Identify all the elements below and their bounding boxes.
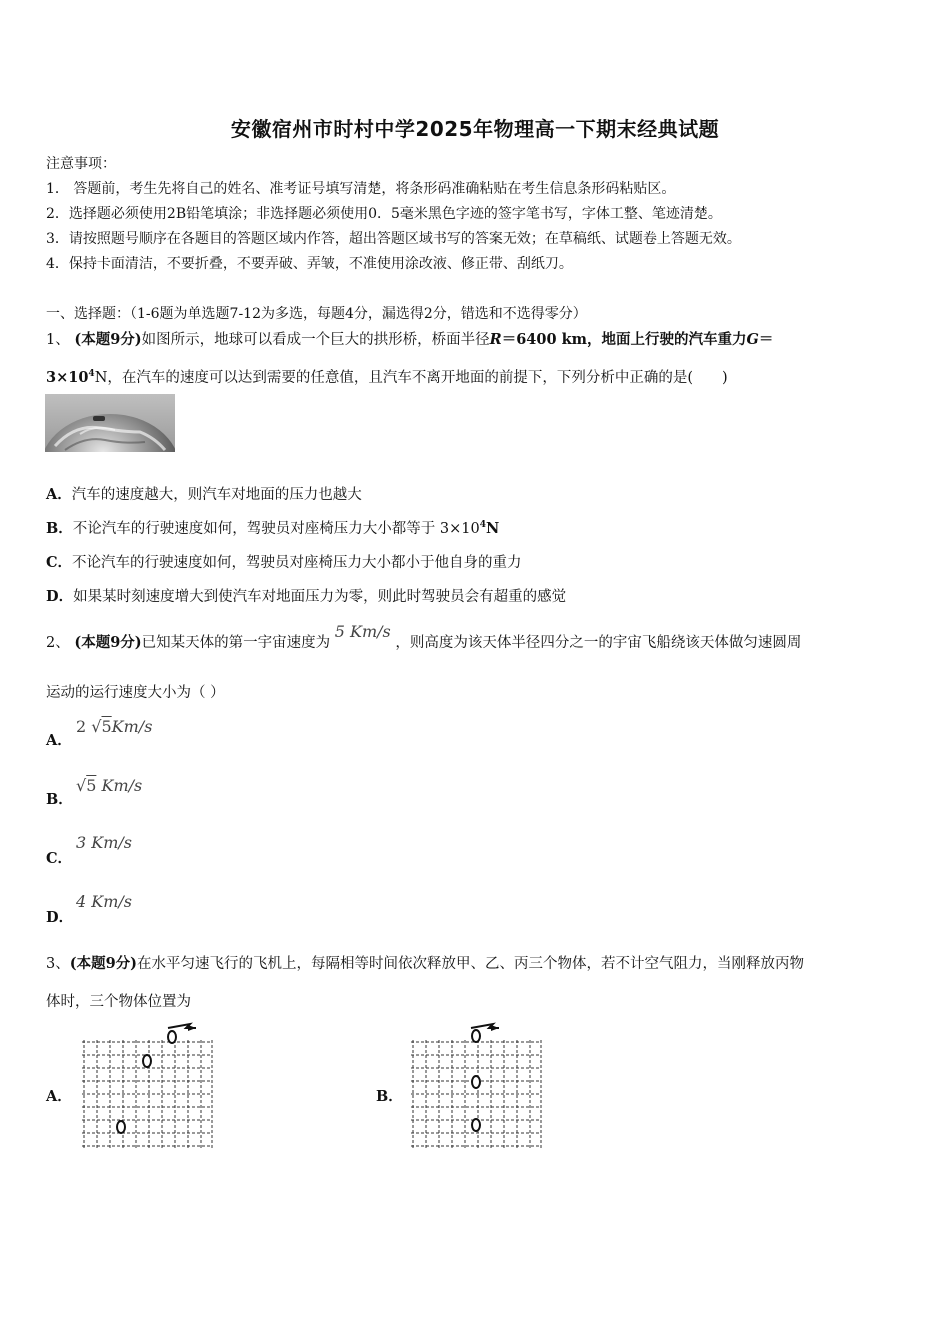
- q3-option-b-label[interactable]: [376, 1085, 403, 1106]
- q1-radius-value: ＝6400 km，地面上行驶的汽车重力: [501, 331, 747, 348]
- q1-gravity-symbol: G: [746, 331, 759, 348]
- q1-option-a[interactable]: [46, 483, 362, 504]
- q1-gravity-eq: ＝: [758, 331, 774, 348]
- q3-option-a-label[interactable]: [46, 1085, 72, 1106]
- q2-option-b-label[interactable]: B．: [46, 791, 73, 808]
- q1-option-a-text: 汽车的速度越大，则汽车对地面的压力也越大: [71, 487, 362, 503]
- q1-line2: [46, 366, 728, 387]
- q2-text-cont: ，则高度为该天体半径四分之一的宇宙飞船绕该天体做匀速圆周: [395, 635, 802, 651]
- q2-option-b-unit: Km/s: [101, 776, 143, 795]
- q1-force-exp: 4: [88, 369, 95, 380]
- q2-option-c-value[interactable]: 3 Km/s: [76, 833, 132, 852]
- q2-option-a-root: 5: [101, 717, 112, 736]
- object-yi-icon: [143, 1055, 151, 1067]
- notes-heading: 注意事项：: [46, 156, 116, 172]
- q1-option-c[interactable]: [46, 551, 522, 572]
- q1-line1: [46, 328, 773, 349]
- q2-text: 已知某天体的第一宇宙速度为: [141, 635, 331, 651]
- q2-line1: [46, 622, 802, 652]
- q1-option-d-text: 如果某时刻速度增大到使汽车对地面压力为零，则此时驾驶员会有超重的感觉: [73, 589, 567, 605]
- earth-bridge-image: [45, 394, 175, 452]
- q2-option-b-root: 5: [86, 776, 97, 795]
- q3-line1: [46, 952, 804, 973]
- q2-option-a-unit: Km/s: [111, 717, 153, 736]
- q1-text: 如图所示，地球可以看成一个巨大的拱形桥，桥面半径: [141, 332, 490, 348]
- sqrt-icon: √: [76, 776, 87, 795]
- q2-number: 2、: [46, 635, 70, 651]
- q1-option-c-text: 不论汽车的行驶速度如何，驾驶员对座椅压力大小都小于他自身的重力: [72, 555, 522, 571]
- section-heading: 一、选择题：（1-6题为单选题7-12为多选，每题4分，漏选得2分，错选和不选得零分）: [46, 306, 587, 322]
- q3-option-a-figure[interactable]: [80, 1022, 214, 1152]
- object-jia-icon: [168, 1031, 176, 1043]
- note-item-3: 3．请按照题号顺序在各题目的答题区域内作答，超出答题区域书写的答案无效；在草稿纸、试题卷上答题无效。: [46, 231, 741, 247]
- q2-option-a-label[interactable]: A．: [46, 732, 72, 749]
- q1-option-b-exp: 4: [479, 520, 486, 531]
- object-yi-icon: [472, 1076, 480, 1088]
- q1-option-b[interactable]: [46, 517, 499, 538]
- q1-force-pre: 3×10: [46, 369, 89, 386]
- q1-score: (本题9分): [74, 331, 142, 348]
- q2-option-d-label[interactable]: D．: [46, 909, 74, 926]
- q3-option-b-figure[interactable]: [409, 1022, 543, 1152]
- object-jia-icon: [472, 1030, 480, 1042]
- airplane-icon: [168, 1024, 196, 1031]
- q1-option-d[interactable]: [46, 585, 566, 606]
- note-item-4: 4．保持卡面清洁，不要折叠，不要弄破、弄皱，不准使用涂改液、修正带、刮纸刀。: [46, 256, 573, 272]
- q2-option-a-coef: 2: [76, 717, 87, 736]
- q1-number: 1、: [46, 332, 70, 348]
- q2-option-a-value[interactable]: [76, 717, 152, 736]
- note-item-1: 1． 答题前，考生先将自己的姓名、准考证号填写清楚，将条形码准确粘贴在考生信息条形码粘贴区。: [46, 181, 676, 197]
- sqrt-icon: √: [91, 717, 102, 736]
- q2-line2: 运动的运行速度大小为（ ）: [46, 685, 225, 701]
- q1-option-b-text: 不论汽车的行驶速度如何，驾驶员对座椅压力大小都等于 3×10: [72, 521, 480, 537]
- object-bing-icon: [117, 1121, 125, 1133]
- q2-option-c-label[interactable]: C．: [46, 850, 73, 867]
- q1-line2-text: N，在汽车的速度可以达到需要的任意值，且汽车不离开地面的前提下，下列分析中正确的是( ): [94, 370, 728, 386]
- q1-option-a-label: A．: [46, 486, 72, 503]
- q3-text: 在水平匀速飞行的飞机上，每隔相等时间依次释放甲、乙、丙三个物体，若不计空气阻力，当刚释放丙物: [137, 956, 805, 972]
- q1-option-b-unit: N: [485, 520, 500, 537]
- q1-radius-symbol: R: [489, 331, 502, 348]
- q1-option-c-label: C．: [46, 554, 73, 571]
- q3-option-b-label-text: B．: [376, 1088, 403, 1105]
- object-bing-icon: [472, 1119, 480, 1131]
- q3-line2: 体时，三个物体位置为: [46, 994, 191, 1010]
- note-item-2: 2．选择题必须使用2B铅笔填涂；非选择题必须使用0．5毫米黑色字迹的签字笔书写，字体工整、笔迹清楚。: [46, 206, 722, 222]
- q1-option-d-label: D．: [46, 588, 74, 605]
- q3-option-a-label-text: A．: [46, 1088, 72, 1105]
- q2-option-b-value[interactable]: [76, 776, 142, 795]
- q3-number: 3、: [46, 956, 70, 972]
- page-title: 安徽宿州市时村中学2025年物理高一下期末经典试题: [230, 117, 720, 141]
- q2-speed: 5 Km/s: [334, 622, 391, 641]
- q3-score: (本题9分): [69, 955, 138, 972]
- q2-score: (本题9分): [74, 634, 142, 651]
- q2-option-d-value[interactable]: 4 Km/s: [76, 892, 132, 911]
- q1-option-b-label: B．: [46, 520, 73, 537]
